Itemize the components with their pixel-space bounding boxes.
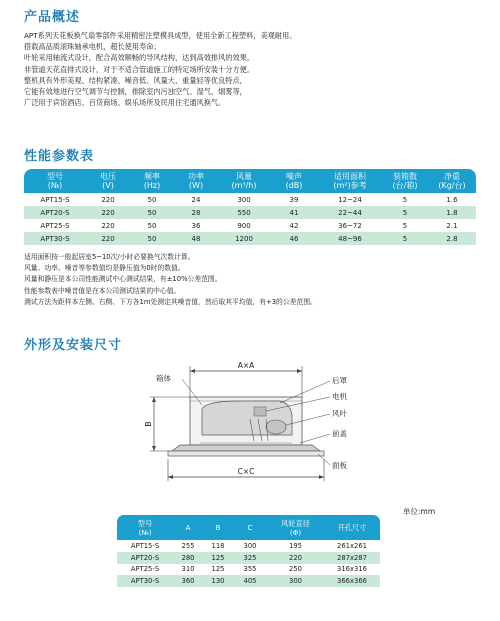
cell: 1200 [218,232,270,245]
cell: 220 [101,195,115,204]
overview-line: 广泛用于宾馆酒店、百货商场、娱乐场所及民用住宅通风换气。 [24,98,226,108]
cell: 280 [173,552,203,564]
cell: 310 [181,565,195,574]
part-label-impeller: 风叶 [332,409,347,418]
cell: 366x366 [324,575,380,587]
cell: 287x287 [324,552,380,564]
cell: 550 [218,206,270,219]
cell: 39 [289,195,299,204]
cell: 5 [402,221,408,230]
header-area: 适用面积 (m²)参考 [318,169,382,193]
table-row [117,564,380,576]
cell: 5 [382,232,428,245]
header-airflow: 风量 (m³/h) [218,169,270,193]
cell: 5 [402,195,408,204]
cell: 1.6 [446,195,458,204]
cell: APT20-S [117,552,173,564]
overview-line: 整机具有外形美观、结构紧凑、噪音低、风量大、重量轻等优良特点， [24,75,247,85]
note-line: 风量和静压是本公司性能测试中心测试结果，有±10%公差范围。 [24,275,222,284]
cell: 900 [237,221,251,230]
cell: 50 [130,232,174,245]
header-voltage: 电压 (V) [86,169,130,193]
dimensions-title: 外形及安装尺寸 [24,338,123,353]
cell: APT25-S [130,565,160,574]
cell: 1.8 [428,206,476,219]
part-label-body: 箱体 [156,374,171,383]
cell: 405 [233,575,267,587]
part-label-panel: 面板 [332,461,347,470]
overview-line: 叶轮采用轴流式设计，配合高效顺畅的导风结构，达到高效排风的效果。 [24,53,255,63]
header-b: B [203,515,233,540]
table-row [117,540,380,552]
table-row [117,575,380,587]
dim-label-axa: A×A [237,361,255,370]
cell: 42 [289,221,299,230]
cell: 28 [174,206,218,219]
part-label-rear-cover: 后罩 [332,376,347,385]
cell: 355 [243,565,257,574]
cell: 5 [382,206,428,219]
cell: 195 [289,541,302,550]
cell: 125 [211,565,225,574]
part-label-motor: 电机 [332,392,347,401]
overview-line: APT系列天花板换气扇零部件采用精密注塑模具成型，使用全新工程塑料，美观耐用。 [24,31,297,40]
cell: 255 [181,541,195,550]
cell: 220 [86,232,130,245]
cell: 325 [233,552,267,564]
overview-line: 它能有效地进行空气调节与控制，排除室内污浊空气、湿气、烟雾等， [24,87,247,97]
cell: 360 [173,575,203,587]
cell: 46 [270,232,318,245]
cell: 220 [267,552,324,564]
cell: 50 [147,221,157,230]
header-a: A [173,515,203,540]
header-c: C [233,515,267,540]
note-line: 性能参数表中噪音值是在本公司测试结果的中心值。 [24,286,181,295]
cell: APT20-S [24,206,86,219]
cell: 300 [267,575,324,587]
header-cutout-size: 开孔尺寸 [324,515,380,540]
fan-cross-section-drawing [130,357,370,495]
cell: 220 [101,221,115,230]
dim-label-cxc: C×C [237,467,255,476]
cell: APT15-S [40,195,70,204]
dimensions-table [117,515,380,587]
overview-line: 非管道天花直排式设计，对于不适合管道施工的特定场所安装十分方便。 [24,64,255,74]
cell: 48~96 [318,232,382,245]
note-line: 测试方法为距样本左侧、右侧、下方各1m处测定其噪音值，然后取其平均值，有+3的公差范围。 [24,297,317,306]
overview-title: 产品概述 [24,10,81,25]
cell: 41 [270,206,318,219]
cell: 220 [86,206,130,219]
table-row [24,232,476,245]
table-row [24,219,476,232]
header-frequency: 频率 (Hz) [130,169,174,193]
header-power: 功率 (W) [174,169,218,193]
header-model: 型号 (№) [24,169,86,193]
cell: APT30-S [117,575,173,587]
header-noise: 噪声 (dB) [270,169,318,193]
cell: 118 [211,541,225,550]
header-impeller-diameter: 风轮直径 (Φ) [267,515,324,540]
cell: APT30-S [24,232,86,245]
cell: 316x316 [337,565,367,574]
cell: 36 [191,221,201,230]
table-row [24,193,476,206]
table-row [24,206,476,219]
cell: 130 [203,575,233,587]
cell: 24 [191,195,201,204]
installation-diagram [130,357,370,495]
cell: 2.8 [428,232,476,245]
performance-table [24,169,476,245]
notes [24,252,484,308]
part-label-front-cover: 前盖 [332,429,347,438]
cell: 300 [237,195,251,204]
cell: 300 [243,541,257,550]
cell: APT25-S [40,221,70,230]
overview-text [24,30,484,108]
cell: 50 [147,195,157,204]
dim-label-b: B [144,421,153,427]
note-line: 适用面积按一般起居室5~10次/小时必要换气次数计算。 [24,253,195,261]
header-pack-qty: 装箱数 (台/箱) [382,169,428,193]
dimensions-header-row [117,515,380,540]
cell: 22~44 [318,206,382,219]
overview-line: 搭载高品质滚珠轴承电机，超长使用寿命； [24,42,161,52]
cell: 12~24 [338,195,362,204]
unit-label: 单位:mm [403,507,436,516]
performance-header-row [24,169,476,193]
header-model: 型号 (№) [117,515,173,540]
note-line: 风量、功率、噪音等参数值均是静压值为0时的数值。 [24,264,185,273]
performance-title: 性能参数表 [24,149,95,164]
cell: 50 [130,206,174,219]
cell: 261x261 [337,541,367,550]
header-net-weight: 净重 (Kg/台) [428,169,476,193]
table-row [117,552,380,564]
cell: 2.1 [446,221,458,230]
cell: 48 [174,232,218,245]
cell: APT15-S [130,541,160,550]
cell: 250 [289,565,302,574]
cell: 36~72 [338,221,362,230]
cell: 125 [203,552,233,564]
